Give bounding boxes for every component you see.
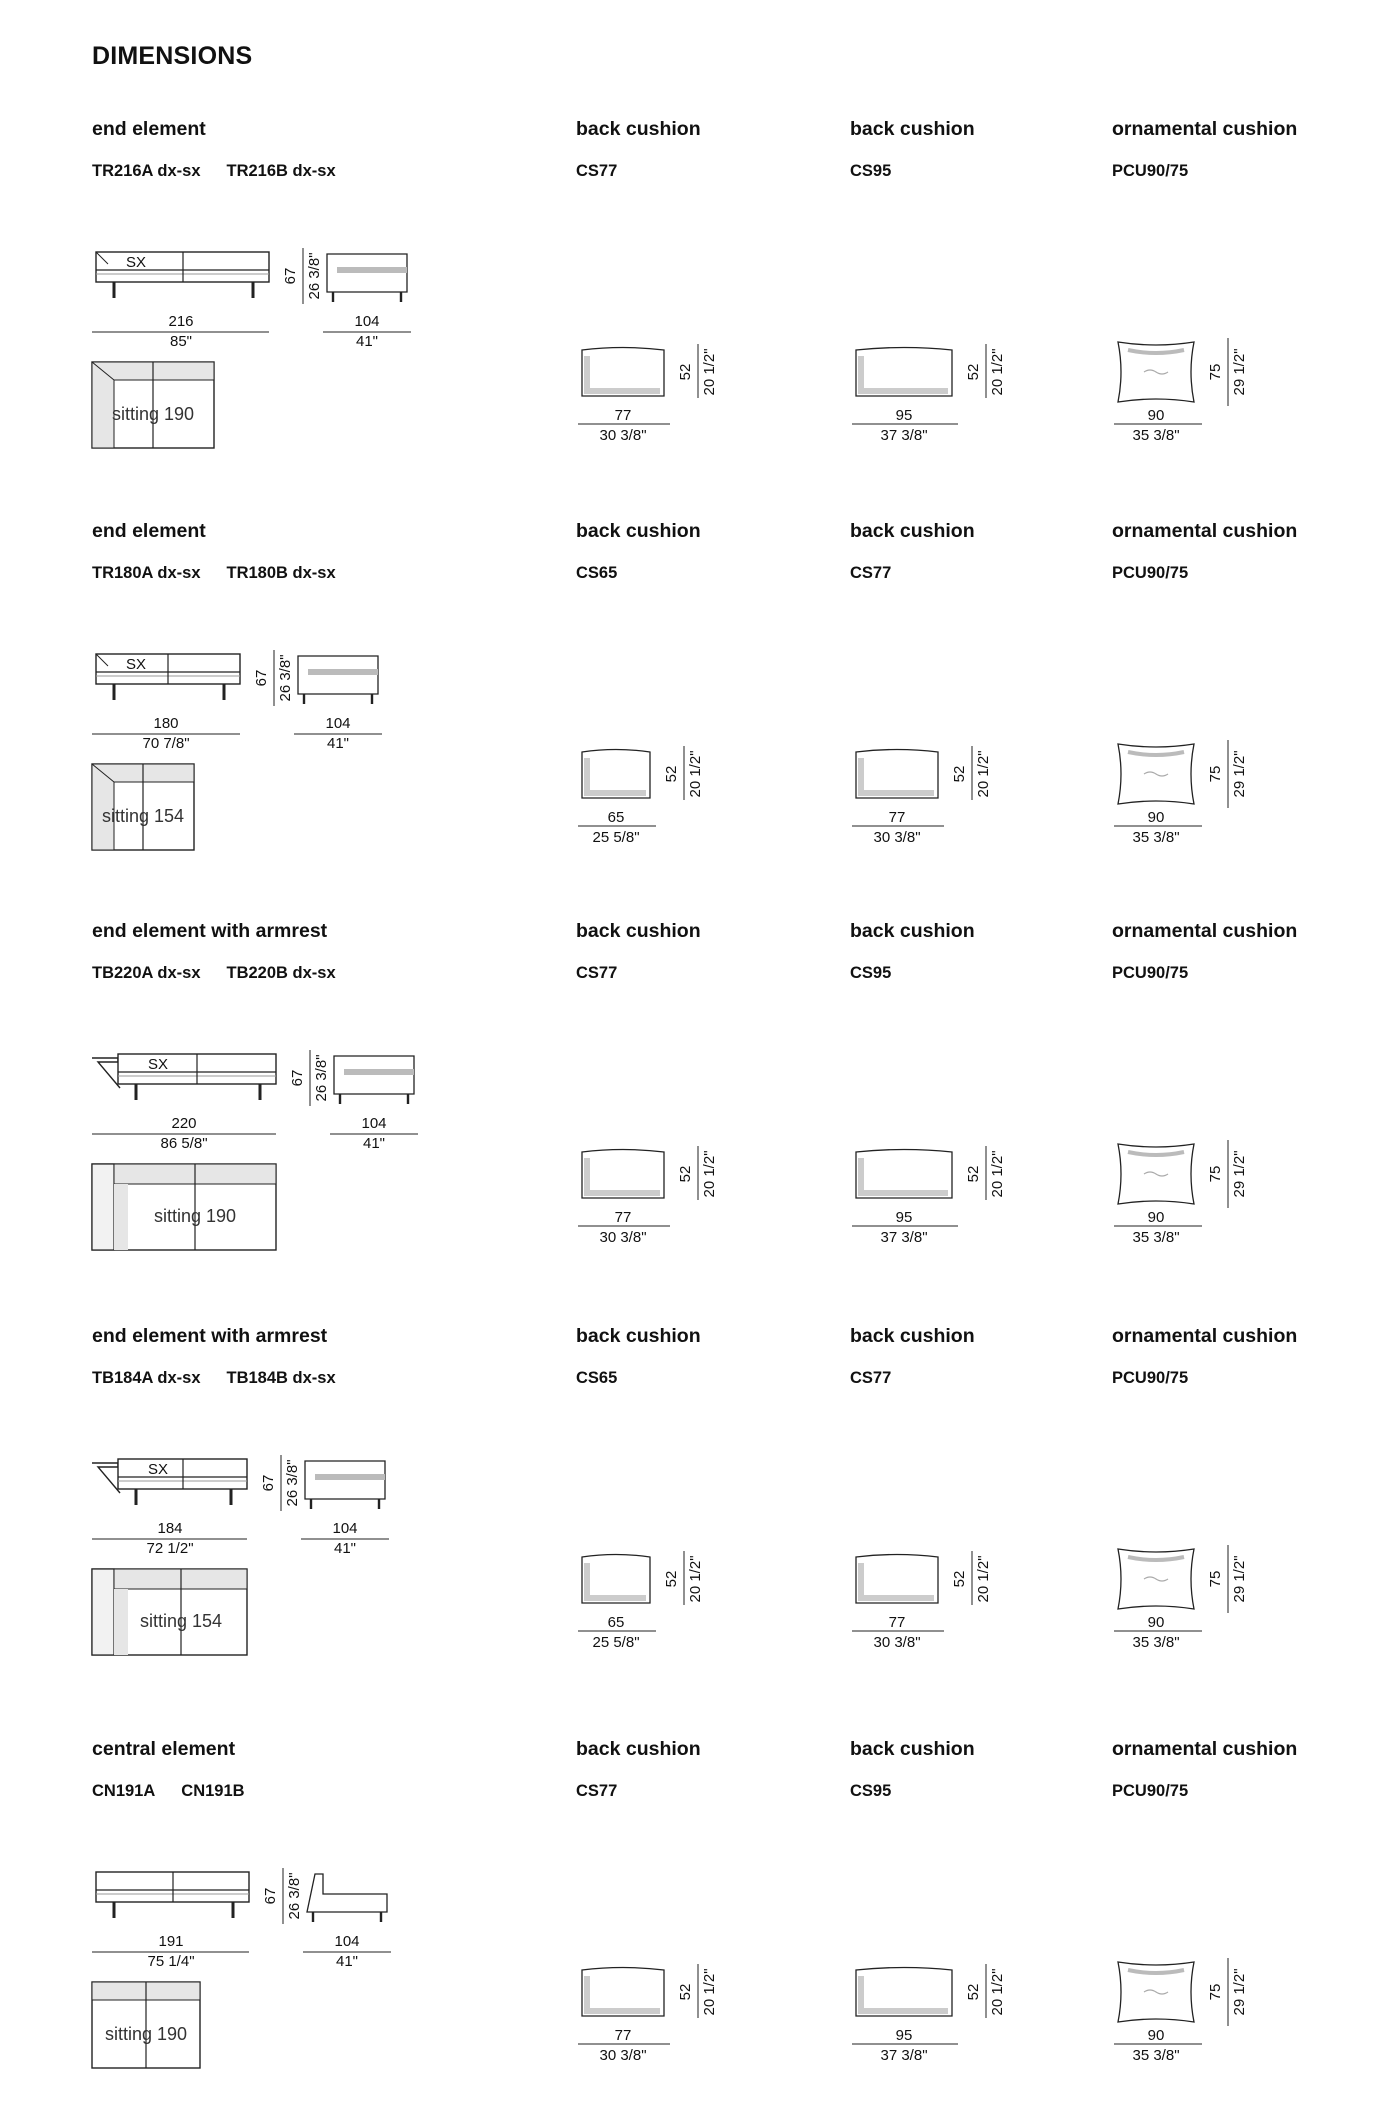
cushion-cell — [1112, 920, 1352, 1300]
cushion-width-value: 77 — [888, 809, 906, 826]
side-label: SX — [147, 1461, 169, 1478]
width-inches: 86 5/8" — [160, 1135, 208, 1152]
cushion-shape — [1118, 744, 1194, 804]
cushion-cell — [850, 118, 1090, 498]
cushion-width-inches: 30 3/8" — [599, 2047, 647, 2064]
dimension-row — [0, 118, 1400, 498]
cushion-width-value: 90 — [1147, 1209, 1165, 1226]
back-cushion-drawing — [576, 1419, 776, 1699]
cushion-height-inches: 20 1/2" — [975, 1555, 992, 1603]
cushion-shape — [856, 1555, 938, 1604]
cushion-height-value: 75 — [1207, 1983, 1224, 2001]
cushion-height-inches: 20 1/2" — [701, 348, 718, 396]
page-title: DIMENSIONS — [92, 42, 253, 70]
front-view — [96, 252, 269, 298]
front-view — [92, 1459, 247, 1505]
code-a: TR180A dx-sx — [92, 564, 201, 582]
width-value: 216 — [168, 313, 194, 330]
back-cushion-drawing — [576, 1832, 776, 2112]
cushion-title: back cushion — [850, 1738, 975, 1760]
side-label: SX — [147, 1056, 169, 1073]
cushion-cell — [576, 1325, 816, 1705]
back-cushion-drawing — [576, 1014, 776, 1294]
width-inches: 75 1/4" — [147, 1953, 195, 1970]
height-inches: 26 3/8" — [313, 1054, 330, 1102]
ornamental-cushion-drawing — [1112, 1419, 1312, 1699]
element-cell — [92, 920, 422, 1300]
cushion-height-inches: 29 1/2" — [1231, 1150, 1248, 1198]
cushion-title: ornamental cushion — [1112, 520, 1298, 542]
cushion-height-value: 52 — [951, 1570, 968, 1588]
code-a: TB184A dx-sx — [92, 1369, 201, 1387]
depth-inches: 41" — [333, 1540, 357, 1557]
cushion-title: ornamental cushion — [1112, 118, 1298, 140]
element-cell — [92, 118, 422, 498]
cushion-title: back cushion — [850, 118, 975, 140]
ornamental-cushion-drawing — [1112, 212, 1312, 492]
cushion-width-value: 77 — [614, 407, 632, 424]
depth-inches: 41" — [362, 1135, 386, 1152]
cushion-title: back cushion — [576, 1325, 701, 1347]
cushion-title: back cushion — [576, 920, 701, 942]
side-label: SX — [125, 656, 147, 673]
ornamental-cushion-drawing — [1112, 614, 1312, 894]
cushion-cell — [1112, 118, 1352, 498]
element-title: end element with armrest — [92, 920, 328, 942]
height-inches: 26 3/8" — [284, 1459, 301, 1507]
height-value: 67 — [282, 267, 299, 285]
cushion-width-value: 65 — [607, 1614, 625, 1631]
dimension-row — [0, 1738, 1400, 2118]
cushion-height-inches: 29 1/2" — [1231, 348, 1248, 396]
cushion-width-value: 90 — [1147, 2027, 1165, 2044]
cushion-shape — [1118, 1549, 1194, 1609]
cushion-width-inches: 37 3/8" — [880, 2047, 928, 2064]
cushion-title: back cushion — [576, 1738, 701, 1760]
cushion-code: CS65 — [576, 1369, 618, 1387]
sitting-label: sitting 190 — [104, 2024, 188, 2044]
code-b: TB220B dx-sx — [226, 964, 336, 982]
cushion-width-value: 77 — [888, 1614, 906, 1631]
element-drawing — [92, 1419, 422, 1699]
height-value: 67 — [262, 1887, 279, 1905]
cushion-height-inches: 20 1/2" — [687, 1555, 704, 1603]
cushion-width-inches: 35 3/8" — [1132, 2047, 1180, 2064]
back-cushion-drawing — [850, 1014, 1050, 1294]
cushion-width-value: 65 — [607, 809, 625, 826]
cushion-width-value: 90 — [1147, 1614, 1165, 1631]
width-value: 184 — [157, 1520, 183, 1537]
cushion-code: CS95 — [850, 964, 892, 982]
cushion-shape — [1118, 342, 1194, 402]
dimension-row — [0, 1325, 1400, 1705]
cushion-width-value: 90 — [1147, 809, 1165, 826]
cushion-width-inches: 30 3/8" — [873, 1634, 921, 1651]
cushion-height-value: 52 — [965, 1983, 982, 2001]
cushion-title: back cushion — [850, 920, 975, 942]
dimension-row — [0, 920, 1400, 1300]
width-value: 220 — [171, 1115, 197, 1132]
element-drawing — [92, 212, 422, 492]
cushion-code: CS95 — [850, 162, 892, 180]
back-cushion-drawing — [850, 1419, 1050, 1699]
cushion-height-inches: 20 1/2" — [989, 1150, 1006, 1198]
cushion-code: CS77 — [576, 1782, 618, 1800]
cushion-width-inches: 35 3/8" — [1132, 427, 1180, 444]
cushion-width-inches: 37 3/8" — [880, 427, 928, 444]
cushion-code: CS65 — [576, 564, 618, 582]
cushion-width-inches: 35 3/8" — [1132, 1634, 1180, 1651]
cushion-title: ornamental cushion — [1112, 1325, 1298, 1347]
height-value: 67 — [289, 1069, 306, 1087]
cushion-title: back cushion — [576, 118, 701, 140]
cushion-code: CS77 — [576, 964, 618, 982]
side-view — [298, 656, 378, 704]
ornamental-cushion-drawing — [1112, 1832, 1312, 2112]
code-a: CN191A — [92, 1782, 156, 1800]
cushion-code: PCU90/75 — [1112, 1782, 1189, 1800]
cushion-height-inches: 20 1/2" — [975, 750, 992, 798]
height-value: 67 — [253, 669, 270, 687]
cushion-width-inches: 35 3/8" — [1132, 829, 1180, 846]
element-title: central element — [92, 1738, 236, 1760]
cushion-width-inches: 30 3/8" — [599, 427, 647, 444]
height-inches: 26 3/8" — [306, 252, 323, 300]
cushion-height-inches: 29 1/2" — [1231, 1555, 1248, 1603]
element-cell — [92, 1325, 422, 1705]
cushion-cell — [850, 1738, 1090, 2118]
code-b: TB184B dx-sx — [226, 1369, 336, 1387]
depth-value: 104 — [354, 313, 380, 330]
cushion-width-value: 95 — [895, 1209, 913, 1226]
cushion-height-value: 75 — [1207, 1165, 1224, 1183]
cushion-shape — [582, 1150, 664, 1199]
cushion-height-inches: 29 1/2" — [1231, 1968, 1248, 2016]
cushion-cell — [576, 520, 816, 900]
sitting-label: sitting 154 — [139, 1611, 223, 1631]
ornamental-cushion-drawing — [1112, 1014, 1312, 1294]
code-b: CN191B — [181, 1782, 245, 1800]
cushion-shape — [1118, 1144, 1194, 1204]
code-b: TR216B dx-sx — [226, 162, 336, 180]
cushion-code: PCU90/75 — [1112, 1369, 1189, 1387]
cushion-shape — [856, 348, 952, 397]
cushion-height-inches: 20 1/2" — [989, 348, 1006, 396]
height-inches: 26 3/8" — [277, 654, 294, 702]
element-cell — [92, 1738, 422, 2118]
side-view — [307, 1874, 387, 1922]
side-label: SX — [125, 254, 147, 271]
cushion-width-value: 90 — [1147, 407, 1165, 424]
cushion-code: PCU90/75 — [1112, 964, 1189, 982]
cushion-height-value: 52 — [951, 765, 968, 783]
sitting-label: sitting 154 — [101, 806, 185, 826]
back-cushion-drawing — [576, 212, 776, 492]
element-codes — [92, 964, 336, 983]
cushion-width-value: 77 — [614, 2027, 632, 2044]
side-view — [305, 1461, 385, 1509]
back-cushion-drawing — [850, 212, 1050, 492]
side-view — [327, 254, 407, 302]
cushion-code: CS95 — [850, 1782, 892, 1800]
depth-value: 104 — [332, 1520, 358, 1537]
dimension-row — [0, 520, 1400, 900]
front-view — [96, 654, 240, 700]
element-drawing — [92, 1832, 422, 2112]
cushion-shape — [856, 750, 938, 799]
back-cushion-drawing — [576, 614, 776, 894]
front-view — [96, 1872, 249, 1918]
cushion-code: PCU90/75 — [1112, 564, 1189, 582]
cushion-title: ornamental cushion — [1112, 1738, 1298, 1760]
cushion-title: back cushion — [850, 1325, 975, 1347]
side-view — [334, 1056, 414, 1104]
height-inches: 26 3/8" — [286, 1872, 303, 1920]
depth-value: 104 — [325, 715, 351, 732]
cushion-title: ornamental cushion — [1112, 920, 1298, 942]
element-codes — [92, 564, 336, 583]
cushion-title: back cushion — [850, 520, 975, 542]
element-cell — [92, 520, 422, 900]
width-value: 180 — [153, 715, 179, 732]
cushion-height-value: 75 — [1207, 765, 1224, 783]
cushion-height-value: 52 — [677, 363, 694, 381]
cushion-width-inches: 30 3/8" — [599, 1229, 647, 1246]
cushion-width-inches: 30 3/8" — [873, 829, 921, 846]
depth-value: 104 — [334, 1933, 360, 1950]
code-a: TR216A dx-sx — [92, 162, 201, 180]
cushion-shape — [582, 1555, 650, 1604]
code-a: TB220A dx-sx — [92, 964, 201, 982]
depth-inches: 41" — [355, 333, 379, 350]
cushion-height-inches: 20 1/2" — [701, 1968, 718, 2016]
cushion-width-inches: 25 5/8" — [592, 1634, 640, 1651]
back-cushion-drawing — [850, 614, 1050, 894]
cushion-cell — [1112, 1325, 1352, 1705]
cushion-width-value: 95 — [895, 2027, 913, 2044]
cushion-cell — [850, 1325, 1090, 1705]
width-inches: 85" — [169, 333, 193, 350]
cushion-width-inches: 37 3/8" — [880, 1229, 928, 1246]
element-title: end element — [92, 118, 206, 140]
cushion-cell — [850, 920, 1090, 1300]
cushion-cell — [576, 118, 816, 498]
cushion-height-value: 52 — [965, 363, 982, 381]
cushion-code: PCU90/75 — [1112, 162, 1189, 180]
code-b: TR180B dx-sx — [226, 564, 336, 582]
height-value: 67 — [260, 1474, 277, 1492]
width-inches: 72 1/2" — [146, 1540, 194, 1557]
cushion-height-inches: 29 1/2" — [1231, 750, 1248, 798]
cushion-width-value: 95 — [895, 407, 913, 424]
cushion-code: CS77 — [850, 564, 892, 582]
cushion-shape — [856, 1968, 952, 2017]
cushion-cell — [850, 520, 1090, 900]
cushion-cell — [576, 920, 816, 1300]
cushion-height-value: 75 — [1207, 1570, 1224, 1588]
depth-inches: 41" — [326, 735, 350, 752]
cushion-cell — [1112, 520, 1352, 900]
element-codes — [92, 1369, 336, 1388]
cushion-shape — [1118, 1962, 1194, 2022]
cushion-code: CS77 — [850, 1369, 892, 1387]
cushion-cell — [576, 1738, 816, 2118]
cushion-height-value: 52 — [663, 1570, 680, 1588]
cushion-height-value: 52 — [965, 1165, 982, 1183]
cushion-height-value: 52 — [677, 1165, 694, 1183]
back-cushion-drawing — [850, 1832, 1050, 2112]
cushion-title: back cushion — [576, 520, 701, 542]
cushion-shape — [582, 1968, 664, 2017]
cushion-shape — [582, 750, 650, 799]
cushion-cell — [1112, 1738, 1352, 2118]
cushion-width-inches: 35 3/8" — [1132, 1229, 1180, 1246]
front-view — [92, 1054, 276, 1100]
width-inches: 70 7/8" — [142, 735, 190, 752]
depth-inches: 41" — [335, 1953, 359, 1970]
cushion-height-inches: 20 1/2" — [701, 1150, 718, 1198]
width-value: 191 — [158, 1933, 184, 1950]
cushion-height-inches: 20 1/2" — [687, 750, 704, 798]
element-title: end element — [92, 520, 206, 542]
cushion-height-value: 75 — [1207, 363, 1224, 381]
depth-value: 104 — [361, 1115, 387, 1132]
cushion-width-inches: 25 5/8" — [592, 829, 640, 846]
element-title: end element with armrest — [92, 1325, 328, 1347]
cushion-height-inches: 20 1/2" — [989, 1968, 1006, 2016]
cushion-shape — [856, 1150, 952, 1199]
sitting-label: sitting 190 — [111, 404, 195, 424]
cushion-width-value: 77 — [614, 1209, 632, 1226]
element-drawing — [92, 1014, 422, 1294]
element-drawing — [92, 614, 422, 894]
cushion-code: CS77 — [576, 162, 618, 180]
cushion-shape — [582, 348, 664, 397]
cushion-height-value: 52 — [677, 1983, 694, 2001]
sitting-label: sitting 190 — [153, 1206, 237, 1226]
element-codes — [92, 1782, 245, 1801]
cushion-height-value: 52 — [663, 765, 680, 783]
element-codes — [92, 162, 336, 181]
